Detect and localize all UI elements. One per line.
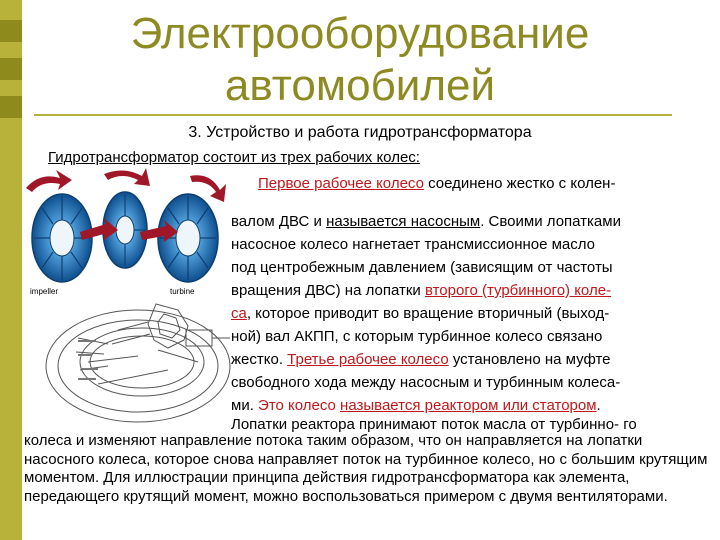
intro-text: Гидротрансформатор состоит из трех рабочих колес: (48, 149, 420, 166)
text-line: под центробежным давлением (зависящим от частоты (231, 259, 613, 276)
section-heading: 3. Устройство и работа гидротрансформатора (188, 124, 532, 141)
text-line: ной) вал АКПП, с которым турбинное колесо связано (231, 328, 603, 345)
accent-square (0, 58, 22, 80)
torque-converter-components-illustration (20, 168, 230, 298)
fluid-flow-diagram (38, 300, 238, 430)
title-divider (34, 114, 672, 116)
accent-square (0, 96, 22, 118)
slide-title: Электрооборудование автомобилей (130, 9, 590, 110)
stator-label: stator (112, 267, 133, 276)
text-line: са, которое приводит во вращение вторичный (выход- (231, 305, 610, 322)
text-line: ми. Это колесо называется реактором или статором. (231, 397, 601, 414)
second-wheel-link[interactable]: второго (турбинного) коле- (424, 282, 612, 299)
text-line: Лопатки реактора принимают поток масла от турбинно- го (231, 416, 637, 433)
first-wheel-link[interactable]: Первое рабочее колесо (258, 175, 424, 192)
text-line: свободного хода между насосным и турбинным колеса- (231, 374, 621, 391)
text-line: валом ДВС и называется насосным. Своими лопатками (231, 213, 621, 230)
impeller-label: impeller (30, 287, 59, 296)
turbine-label: turbine (170, 287, 195, 296)
third-wheel-link[interactable]: Третье рабочее колесо (287, 351, 449, 368)
pump-wheel-term: называется насосным (326, 213, 481, 230)
text-line: жестко. Третье рабочее колесо установлено на муфте (231, 351, 611, 368)
accent-square (0, 20, 22, 42)
body-paragraph: колеса и изменяют направление потока таким образом, что он направляется на лопатки насосного колеса, которое снова направляет поток на турбинное колесо, но с большим крутящим моментом. Для иллюстрации принципа действия гидротрансформатора как элемента, передающего крутящий момент, можно воспользоваться примером с двумя вентиляторами. (24, 432, 708, 505)
reactor-stator-link[interactable]: называется реактором или статором (340, 397, 597, 414)
second-wheel-link-cont[interactable]: са (231, 305, 247, 322)
text-line: вращения ДВС) на лопатки второго (турбинного) коле- (231, 282, 612, 299)
text-line: Первое рабочее колесо соединено жестко с колен- (258, 175, 616, 192)
text-line: насосное колесо нагнетает трансмиссионное масло (231, 236, 596, 253)
left-accent-bar (0, 0, 22, 540)
